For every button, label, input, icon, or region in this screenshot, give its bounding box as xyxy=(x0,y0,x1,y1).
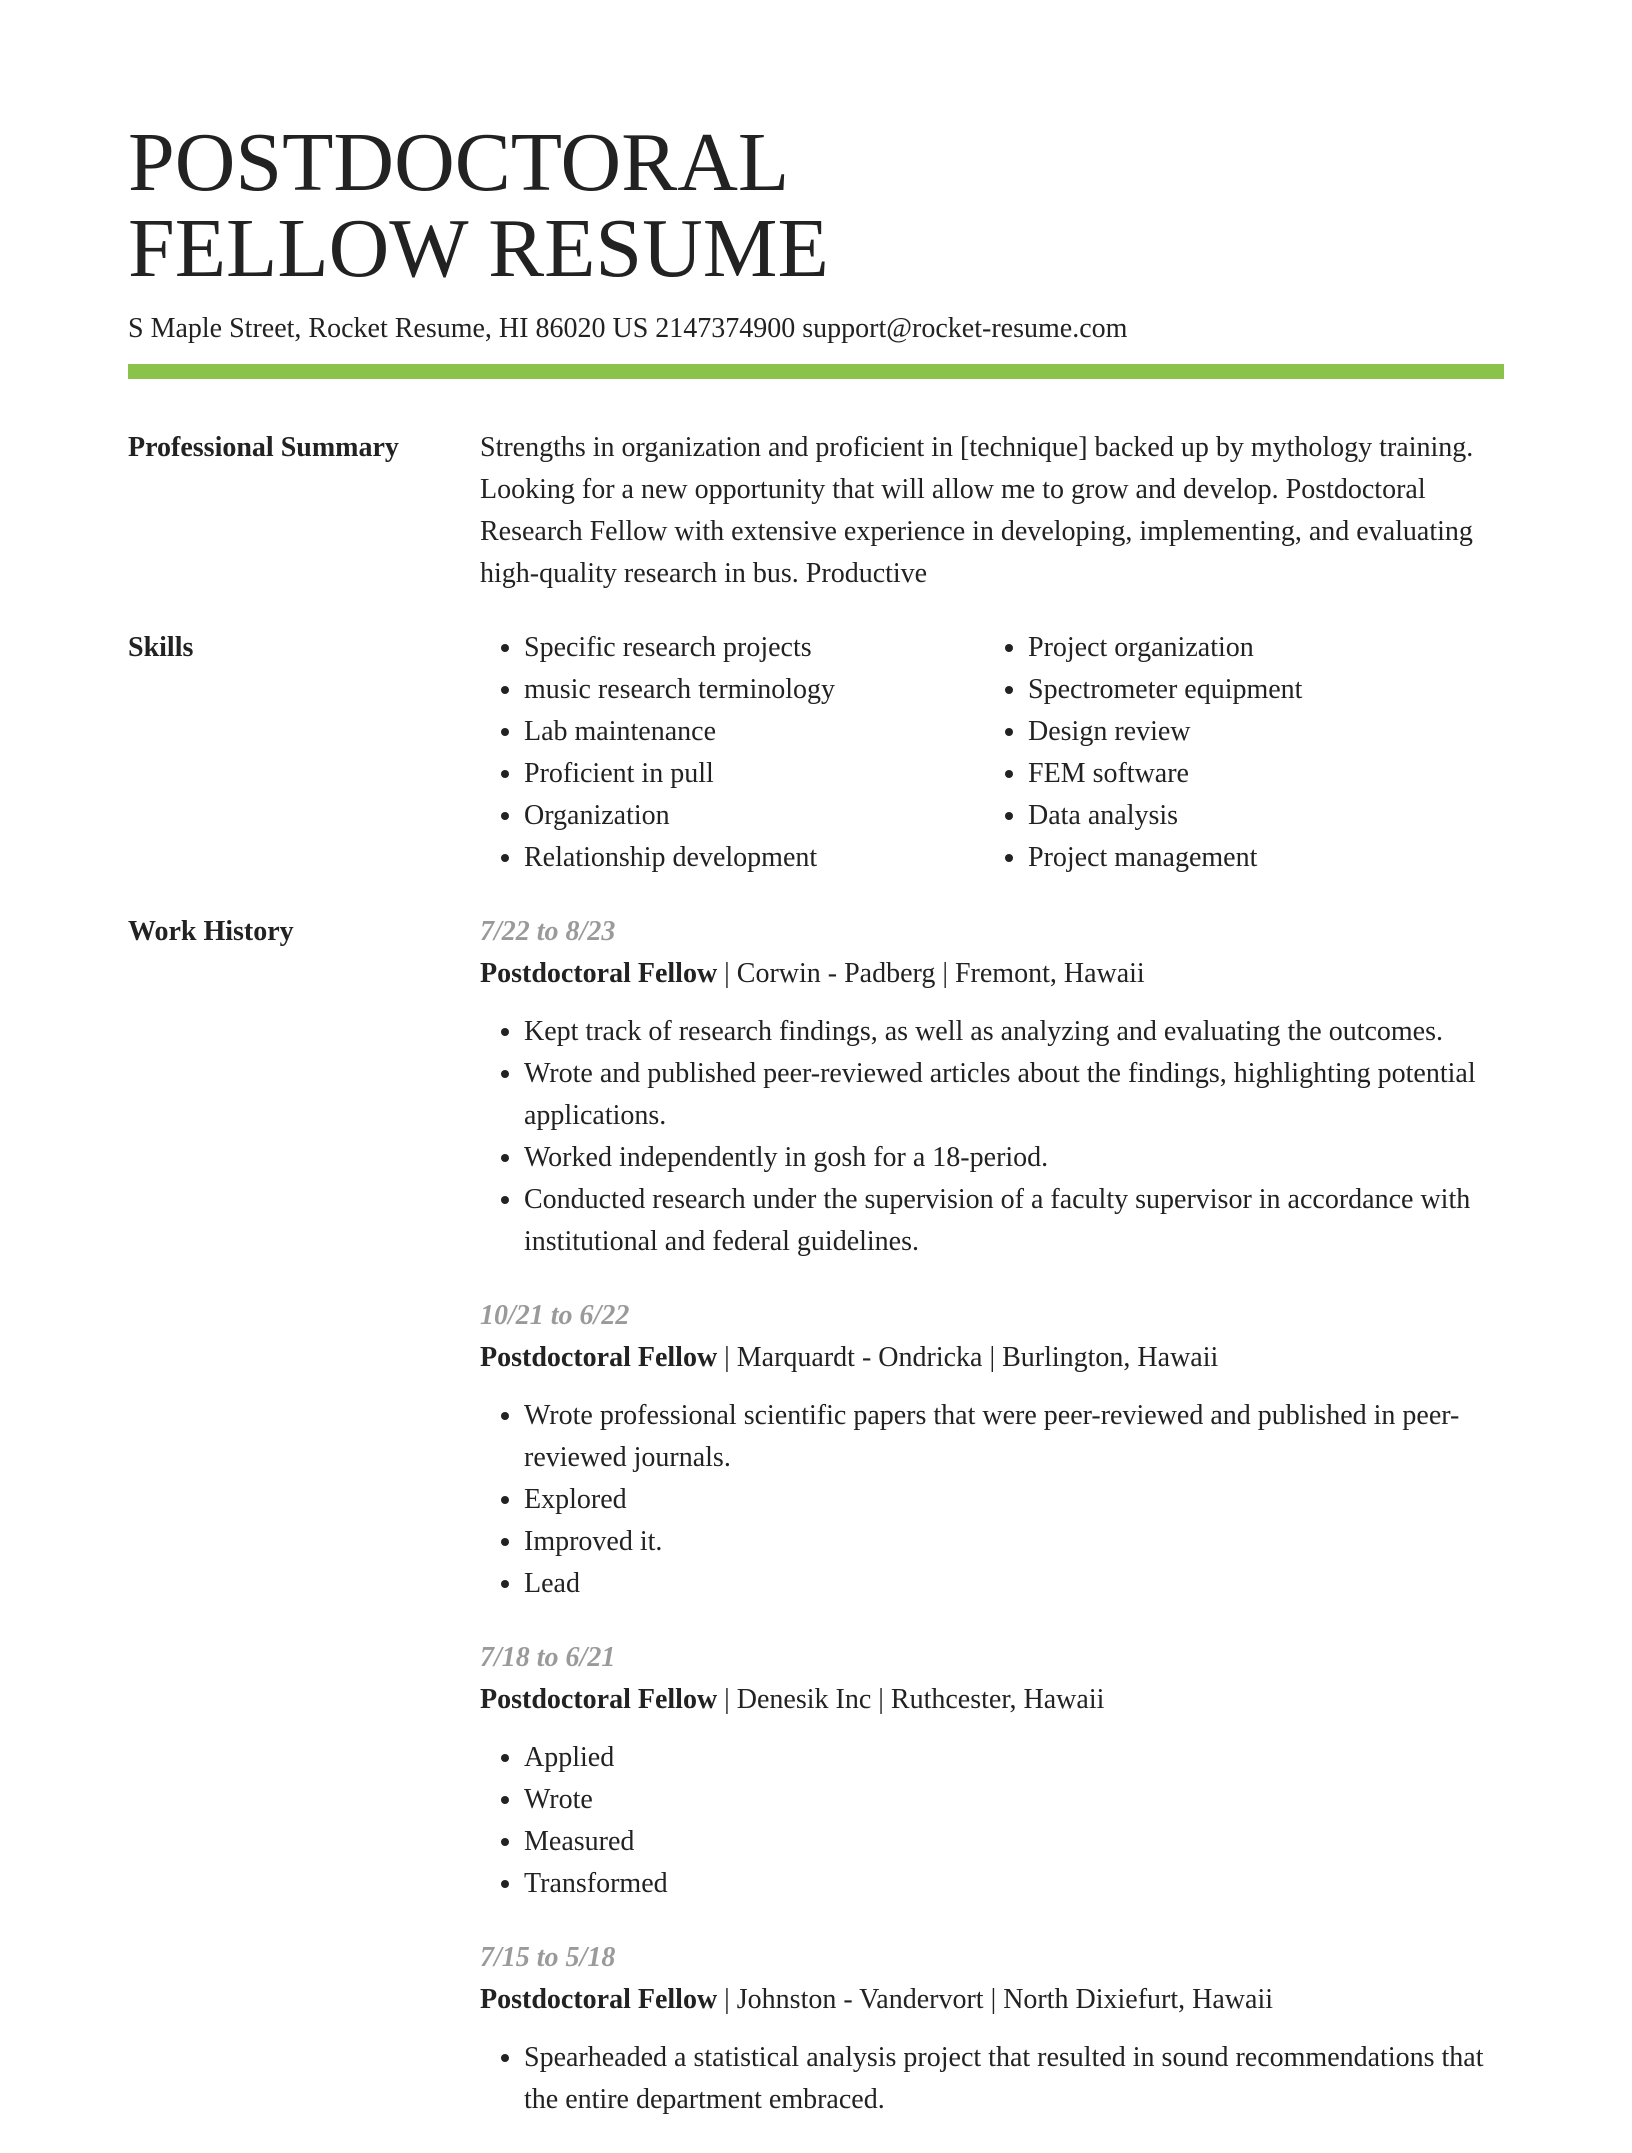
accent-divider xyxy=(128,364,1504,379)
job-bullet: • Wrote and published peer-reviewed articles about the findings, highlighting potential applications. xyxy=(524,1053,1504,1137)
skill-item: • Project organization xyxy=(1028,627,1488,669)
job-bullet: • Worked independently in gosh for a 18-period. xyxy=(524,1137,1504,1179)
job-entry xyxy=(480,911,1504,1263)
skill-item: • FEM software xyxy=(1028,753,1488,795)
job-company: Marquardt - Ondricka xyxy=(736,1342,983,1373)
job-separator: | xyxy=(935,958,955,989)
job-location: Ruthcester, Hawaii xyxy=(890,1684,1105,1715)
professional-summary-section xyxy=(128,427,1504,595)
job-bullets xyxy=(480,2037,1504,2121)
work-history-body xyxy=(480,911,1504,2153)
job-heading xyxy=(480,953,1504,995)
skill-item: • Spectrometer equipment xyxy=(1028,669,1488,711)
job-bullet: • Lead xyxy=(524,1563,1504,1605)
job-entry xyxy=(480,1937,1504,2121)
job-bullet: • Spearheaded a statistical analysis project that resulted in sound recommendations that the entire department embraced. xyxy=(524,2037,1504,2121)
resume-title-line1: POSTDOCTORAL xyxy=(128,116,790,209)
skill-item: • Proficient in pull xyxy=(524,753,984,795)
skills-list-right xyxy=(984,627,1488,879)
job-bullet: • Wrote xyxy=(524,1779,1504,1821)
skill-item: • Relationship development xyxy=(524,837,984,879)
skill-item: • Organization xyxy=(524,795,984,837)
job-location: Fremont, Hawaii xyxy=(954,958,1145,989)
job-dates: 10/21 to 6/22 xyxy=(480,1300,630,1331)
work-history-section xyxy=(128,911,1504,2153)
skills-list-left xyxy=(480,627,984,879)
job-separator: | xyxy=(982,1342,1003,1373)
job-bullet: • Transformed xyxy=(524,1863,1504,1905)
skill-item: • music research terminology xyxy=(524,669,984,711)
job-dates: 7/22 to 8/23 xyxy=(480,916,616,947)
job-bullets xyxy=(480,1737,1504,1905)
job-location: Burlington, Hawaii xyxy=(1002,1342,1219,1373)
job-entry xyxy=(480,1637,1504,1905)
resume-title-line2: FELLOW RESUME xyxy=(128,202,829,295)
skills-label: Skills xyxy=(128,632,194,663)
skills-columns xyxy=(480,627,1504,879)
job-bullet: • Applied xyxy=(524,1737,1504,1779)
job-location: North Dixiefurt, Hawaii xyxy=(1003,1984,1274,2015)
professional-summary-label: Professional Summary xyxy=(128,432,399,463)
work-history-label: Work History xyxy=(128,916,294,947)
job-separator: | xyxy=(717,1684,737,1715)
job-bullet: • Explored xyxy=(524,1479,1504,1521)
job-bullet: • Conducted research under the supervision of a faculty supervisor in accordance with institutional and federal guidelines. xyxy=(524,1179,1504,1263)
job-company: Corwin - Padberg xyxy=(736,958,936,989)
job-separator: | xyxy=(717,1342,737,1373)
job-separator: | xyxy=(871,1684,891,1715)
job-bullet: • Measured xyxy=(524,1821,1504,1863)
job-heading xyxy=(480,1679,1504,1721)
job-dates: 7/18 to 6/21 xyxy=(480,1642,616,1673)
resume-title xyxy=(128,116,1504,295)
job-bullet: • Kept track of research findings, as well as analyzing and evaluating the outcomes. xyxy=(524,1011,1504,1053)
job-bullets xyxy=(480,1395,1504,1605)
skill-item: • Data analysis xyxy=(1028,795,1488,837)
skills-body xyxy=(480,627,1504,879)
job-company: Denesik Inc xyxy=(736,1684,872,1715)
professional-summary-text: Strengths in organization and proficient in [technique] backed up by mythology training. Looking for a new opportunity that will allow me to grow and develop. Postdoctoral Research Fellow with extensive experience in developing, implementing, and evaluating high-quality research in bus. Productive xyxy=(480,432,1474,589)
job-title: Postdoctoral Fellow xyxy=(480,1342,718,1373)
job-bullets xyxy=(480,1011,1504,1263)
skill-item: • Design review xyxy=(1028,711,1488,753)
skill-item: • Project management xyxy=(1028,837,1488,879)
job-company: Johnston - Vandervort xyxy=(736,1984,984,2015)
job-separator: | xyxy=(983,1984,1004,2015)
job-heading xyxy=(480,1337,1504,1379)
job-heading xyxy=(480,1979,1504,2021)
resume-page xyxy=(128,116,1504,2153)
job-bullet: • Improved it. xyxy=(524,1521,1504,1563)
job-bullet: • Wrote professional scientific papers that were peer-reviewed and published in peer-reviewed journals. xyxy=(524,1395,1504,1479)
contact-line: S Maple Street, Rocket Resume, HI 86020 US 2147374900 support@rocket-resume.com xyxy=(128,313,1128,344)
job-entry xyxy=(480,1295,1504,1605)
skills-section xyxy=(128,627,1504,879)
skill-item: • Specific research projects xyxy=(524,627,984,669)
job-title: Postdoctoral Fellow xyxy=(480,958,718,989)
job-title: Postdoctoral Fellow xyxy=(480,1684,718,1715)
job-separator: | xyxy=(717,1984,737,2015)
job-title: Postdoctoral Fellow xyxy=(480,1984,718,2015)
skill-item: • Lab maintenance xyxy=(524,711,984,753)
job-dates: 7/15 to 5/18 xyxy=(480,1942,616,1973)
job-separator: | xyxy=(717,958,737,989)
